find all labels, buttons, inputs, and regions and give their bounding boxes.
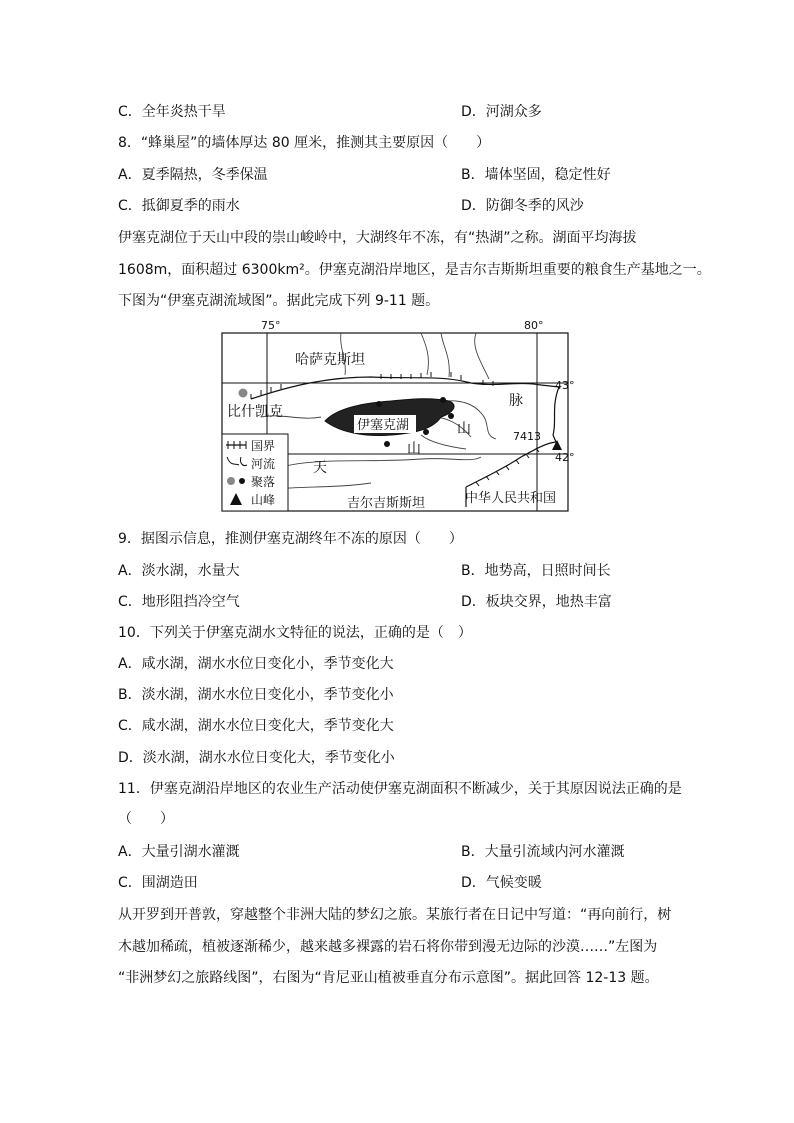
q11-options-row-2 [118, 874, 542, 892]
legend-border-label: 国界 [251, 439, 276, 453]
lat-top-label: 43° [555, 379, 575, 392]
label-kazakhstan: 哈萨克斯坦 [295, 352, 365, 368]
q9-option-d: D．板块交界，地热丰富 [461, 594, 612, 610]
settlement-dot [384, 441, 390, 447]
lon-left-label: 75° [261, 319, 281, 332]
label-shan-2: 山 [407, 441, 421, 457]
q9-option-c: C．地形阻挡冷空气 [118, 594, 240, 610]
legend-peak-row [230, 493, 275, 507]
q8-options-row-1 [118, 166, 611, 184]
q9-option-a: A．淡水湖，水量大 [118, 563, 240, 579]
passage1-line-2: 1608m，面积超过 6300km²。伊塞克湖沿岸地区，是吉尔吉斯斯坦重要的粮食生产基地之一。 [118, 262, 711, 278]
q9-stem: 9．据图示信息，推测伊塞克湖终年不冻的原因（ ） [118, 531, 463, 547]
passage2-line-1: 从开罗到开普敦，穿越整个非洲大陆的梦幻之旅。某旅行者在日记中写道：“再向前行，树 [118, 907, 672, 923]
q8-options-row-2 [118, 197, 584, 215]
lat-bottom-label: 42° [555, 451, 575, 464]
q9-options-row-2 [118, 593, 612, 611]
settlement-dot [448, 413, 454, 419]
q8-option-a: A．夏季隔热，冬季保温 [118, 167, 268, 183]
q10-option-d: D．淡水湖，湖水水位日变化大，季节变化小 [118, 750, 395, 766]
q11-stem-line-2: （ ） [118, 811, 174, 827]
q11-stem-line-1: 11．伊塞克湖沿岸地区的农业生产活动使伊塞克湖面积不断减少，关于其原因说法正确的是 [118, 781, 682, 797]
q10-option-b: B．淡水湖，湖水水位日变化小，季节变化小 [118, 687, 394, 703]
label-peak-height: 7413 [513, 430, 541, 443]
legend-river-label: 河流 [251, 457, 276, 471]
lon-right-label: 80° [524, 319, 544, 332]
q11-option-c: C．围湖造田 [118, 875, 198, 891]
passage2-line-2: 木越加稀疏，植被逐渐稀少，越来越多裸露的岩石将你带到漫无边际的沙漠……”左图为 [118, 939, 658, 955]
label-kyrgyzstan: 吉尔吉斯斯坦 [347, 496, 426, 511]
label-mai: 脉 [509, 393, 523, 409]
issyk-kul-basin-map [221, 317, 575, 515]
peak-icon [552, 440, 562, 450]
legend-settlement-label: 聚落 [251, 475, 276, 489]
settlement-dot [376, 401, 382, 407]
q11-option-b: B．大量引流域内河水灌溉 [461, 844, 625, 860]
q7-option-c: C．全年炎热干旱 [118, 104, 226, 120]
q11-option-d: D．气候变暖 [461, 875, 542, 891]
settlement-dot [440, 397, 446, 403]
q7-option-d: D．河湖众多 [461, 104, 542, 120]
q10-option-c: C．咸水湖，湖水水位日变化大，季节变化大 [118, 718, 394, 734]
q8-option-c: C．抵御夏季的雨水 [118, 198, 240, 214]
border-north-ticks [251, 372, 493, 399]
label-tian: 天 [313, 460, 327, 476]
q11-options-row-1 [118, 843, 625, 861]
passage1-line-3: 下图为“伊塞克湖流域图”。据此完成下列 9-11 题。 [118, 293, 440, 309]
q11-option-a: A．大量引湖水灌溉 [118, 844, 240, 860]
q9-option-b: B．地势高，日照时间长 [461, 563, 611, 579]
legend-settlement-capital [227, 477, 235, 485]
passage2-line-3: “非洲梦幻之旅路线图”，右图为“肯尼亚山植被垂直分布示意图”。据此回答 12-13 题。 [118, 970, 659, 986]
settlement-bishkek-dot [239, 389, 248, 398]
label-china: 中华人民共和国 [465, 491, 557, 506]
settlement-dot [423, 429, 429, 435]
q8-option-b: B．墙体坚固，稳定性好 [461, 167, 611, 183]
legend-settlement-town [239, 478, 245, 484]
q8-option-d: D．防御冬季的风沙 [461, 198, 584, 214]
q8-stem: 8．“蜂巢屋”的墙体厚达 80 厘米，推测其主要原因（ ） [118, 135, 491, 151]
legend-peak-label: 山峰 [251, 493, 276, 507]
q10-stem: 10．下列关于伊塞克湖水文特征的说法，正确的是（ ） [118, 625, 472, 641]
passage1-line-1: 伊塞克湖位于天山中段的崇山峻岭中，大湖终年不冻，有“热湖”之称。湖面平均海拔 [118, 230, 637, 246]
q9-options-row-1 [118, 562, 611, 580]
label-shan-1: 山 [457, 421, 471, 437]
q7-options-row [118, 103, 542, 121]
q10-option-a: A．咸水湖，湖水水位日变化小，季节变化大 [118, 656, 394, 672]
label-bishkek: 比什凯克 [227, 404, 283, 420]
lake-label: 伊塞克湖 [357, 418, 410, 433]
